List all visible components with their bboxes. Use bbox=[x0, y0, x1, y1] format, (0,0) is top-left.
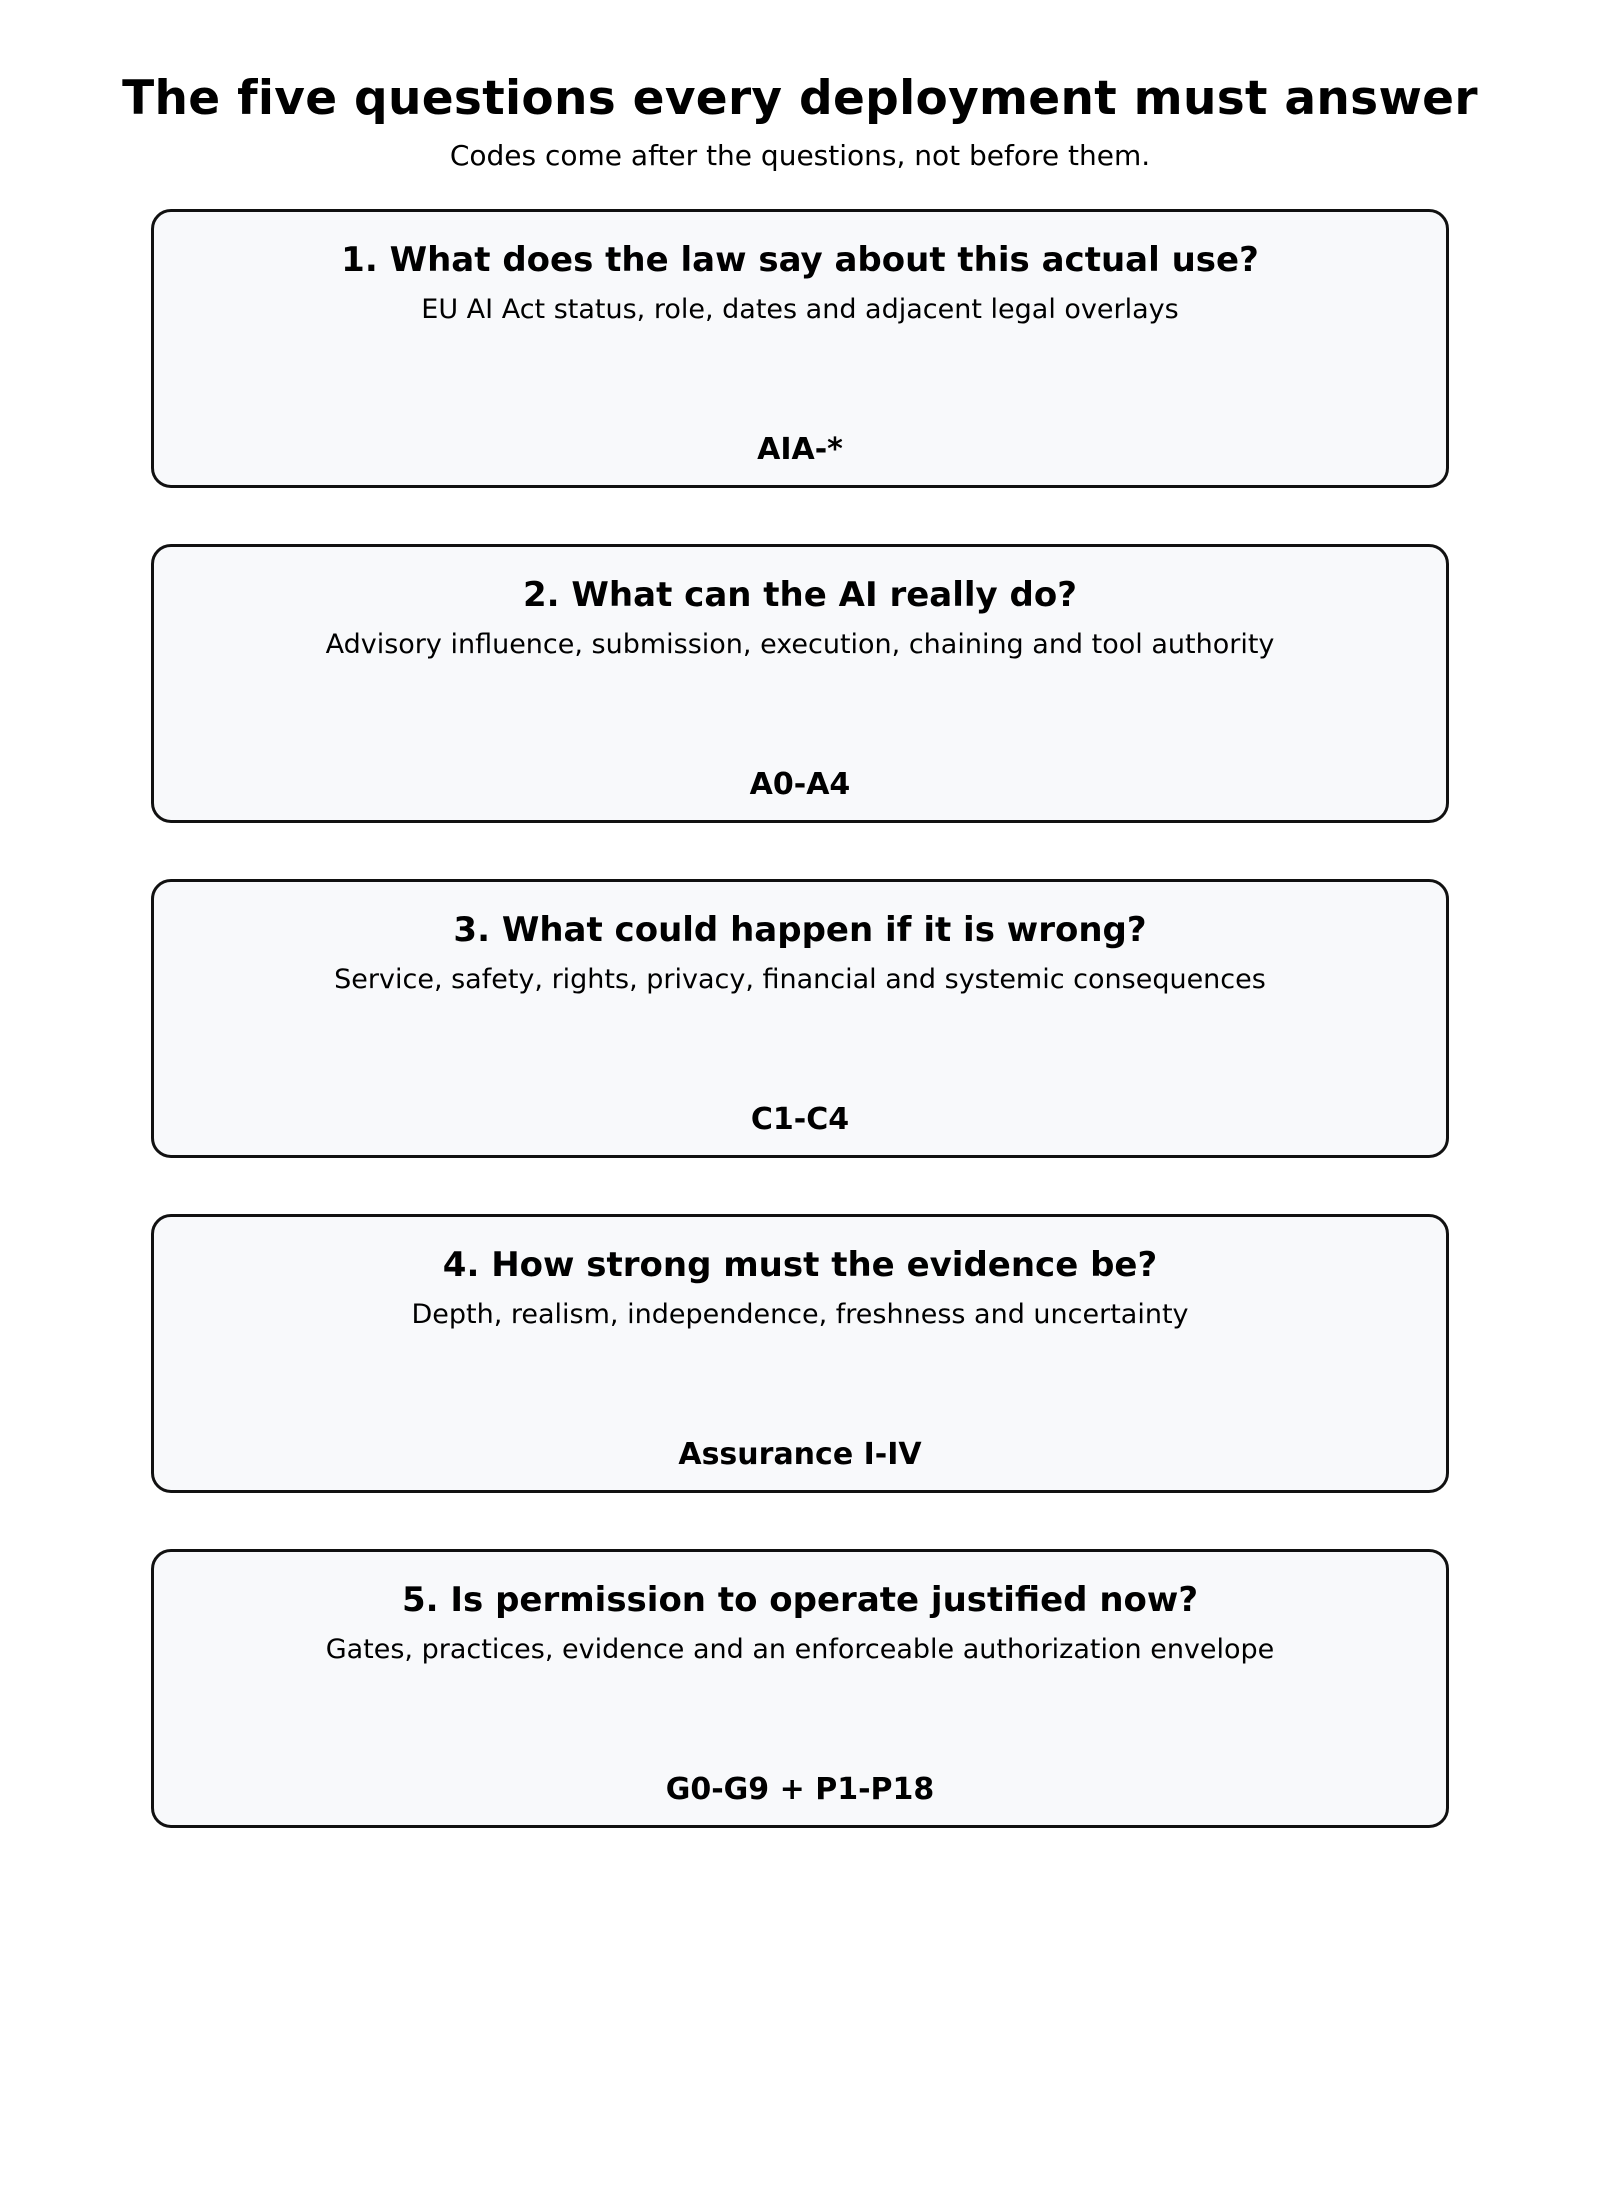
question-card-evidence bbox=[151, 1214, 1449, 1493]
question-code: AIA-* bbox=[757, 432, 843, 467]
question-title: 2. What can the AI really do? bbox=[523, 575, 1077, 615]
question-description: EU AI Act status, role, dates and adjacent legal overlays bbox=[421, 294, 1179, 325]
question-description: Advisory influence, submission, execution, chaining and tool authority bbox=[325, 629, 1275, 660]
question-list bbox=[151, 209, 1449, 1884]
page-title: The five questions every deployment must answer bbox=[122, 71, 1478, 126]
question-description: Depth, realism, independence, freshness and uncertainty bbox=[411, 1299, 1189, 1330]
question-card-consequence bbox=[151, 879, 1449, 1158]
question-code: C1-C4 bbox=[750, 1102, 850, 1137]
question-description: Gates, practices, evidence and an enforceable authorization envelope bbox=[325, 1634, 1275, 1665]
question-title: 5. Is permission to operate justified now? bbox=[401, 1580, 1199, 1620]
question-title: 3. What could happen if it is wrong? bbox=[453, 910, 1147, 950]
question-card-law bbox=[151, 209, 1449, 488]
question-code: G0-G9 + P1-P18 bbox=[665, 1772, 935, 1807]
question-card-permission bbox=[151, 1549, 1449, 1828]
question-description: Service, safety, rights, privacy, financial and systemic consequences bbox=[334, 964, 1266, 995]
question-code: Assurance I-IV bbox=[678, 1437, 922, 1472]
question-title: 1. What does the law say about this actual use? bbox=[341, 240, 1259, 280]
question-card-capability bbox=[151, 544, 1449, 823]
question-title: 4. How strong must the evidence be? bbox=[442, 1245, 1158, 1285]
question-code: A0-A4 bbox=[749, 767, 851, 802]
page-subtitle: Codes come after the questions, not before them. bbox=[449, 139, 1151, 172]
